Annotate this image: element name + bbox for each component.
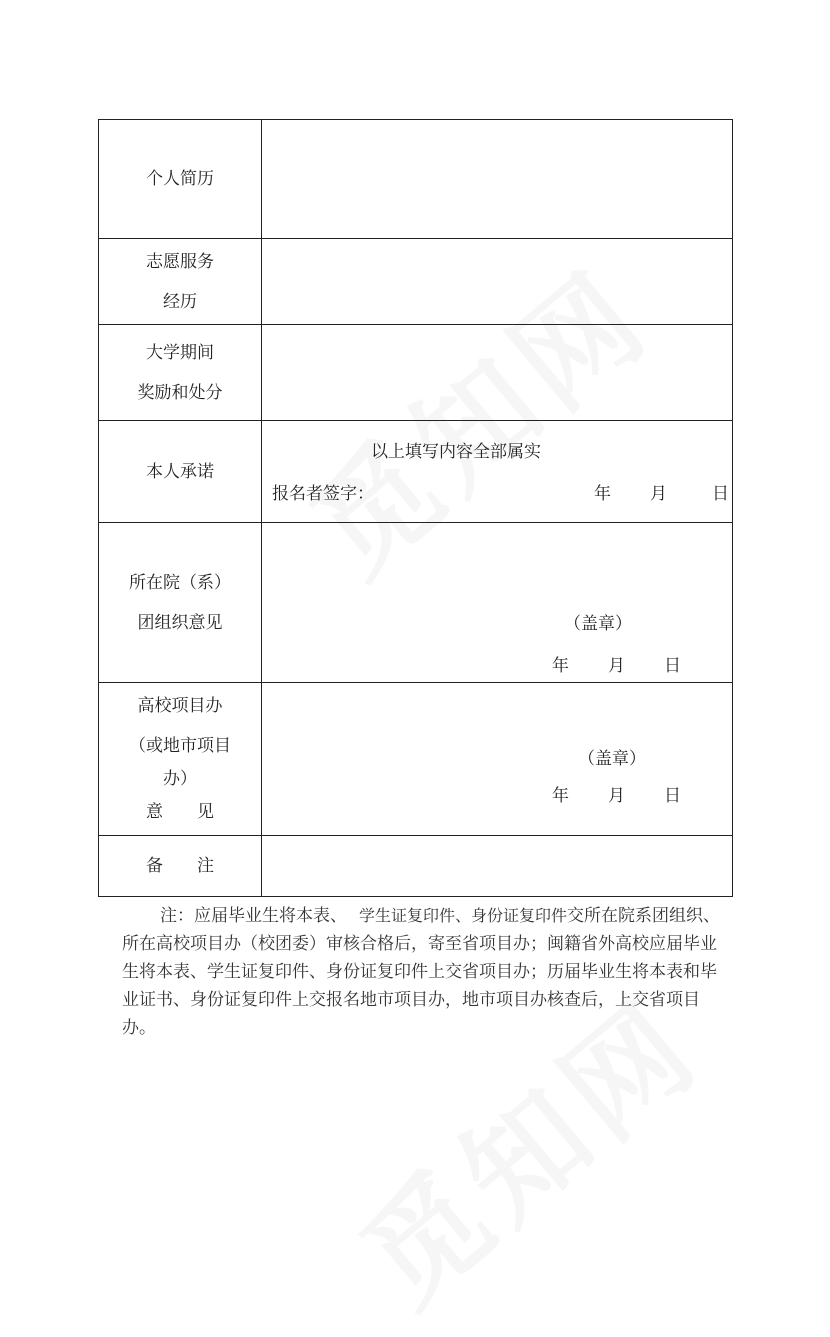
remarks-field[interactable]: [262, 836, 733, 897]
volunteer-field[interactable]: [262, 239, 733, 325]
college-label-line2: 团组织意见: [137, 612, 223, 633]
promise-row: [99, 421, 733, 523]
office-label-line4: 意 见: [146, 802, 214, 822]
remarks-label: 备 注: [99, 836, 262, 897]
volunteer-row: [99, 239, 733, 325]
award-row: [99, 325, 733, 421]
office-label-line2: （或地市项目: [129, 736, 231, 756]
college-opinion-row: [99, 523, 733, 683]
office-label-line3: 办）: [163, 769, 197, 789]
college-label-line1: 所在院（系）: [129, 572, 231, 593]
office-seal: （盖章）: [578, 749, 646, 769]
remarks-row: [99, 836, 733, 897]
promise-month: 月: [650, 484, 667, 504]
volunteer-label: [99, 239, 262, 325]
college-month: 月: [608, 656, 625, 676]
promise-label: 本人承诺: [99, 421, 262, 523]
application-form-table: [98, 119, 733, 897]
award-label-line2: 奖励和处分: [137, 382, 223, 403]
college-day: 日: [664, 656, 681, 676]
college-opinion-field[interactable]: [262, 523, 733, 683]
award-label: [99, 325, 262, 421]
award-field[interactable]: [262, 325, 733, 421]
promise-field[interactable]: [262, 421, 733, 523]
footnote-part1: 注：应届毕业生将本表、: [160, 906, 347, 926]
project-office-row: [99, 683, 733, 836]
office-day: 日: [664, 786, 681, 806]
college-seal: （盖章）: [564, 614, 632, 634]
signature-label: 报名者签字：: [272, 484, 374, 504]
office-year: 年: [552, 786, 569, 806]
promise-statement: 以上填写内容全部属实: [371, 442, 541, 462]
resume-row: [99, 120, 733, 239]
promise-day: 日: [712, 484, 729, 504]
promise-year: 年: [594, 484, 611, 504]
resume-label: 个人简历: [99, 120, 262, 239]
project-office-label: [99, 683, 262, 836]
volunteer-label-line2: 经历: [163, 291, 197, 312]
office-label-line1: 高校项目办: [137, 696, 223, 716]
project-office-field[interactable]: [262, 683, 733, 836]
volunteer-label-line1: 志愿服务: [146, 251, 214, 272]
office-month: 月: [608, 786, 625, 806]
footnote-part3: 交所在院系团组织、所在高校项目办（校团委）审核合格后，寄至省项目办；闽籍省外高校应届毕业生将本表、学生证复印件、身份证复印件上交省项目办；历届毕业生将本表和毕业证书、身份证复印件上交报名地市项目办，地市项目办核查后，上交省项目办。: [122, 906, 721, 1038]
footnote: [122, 902, 722, 1042]
resume-field[interactable]: [262, 120, 733, 239]
college-opinion-label: [99, 523, 262, 683]
award-label-line1: 大学期间: [146, 342, 214, 363]
college-year: 年: [552, 656, 569, 676]
footnote-part2: 学生证复印件、身份证复印件: [359, 906, 568, 925]
